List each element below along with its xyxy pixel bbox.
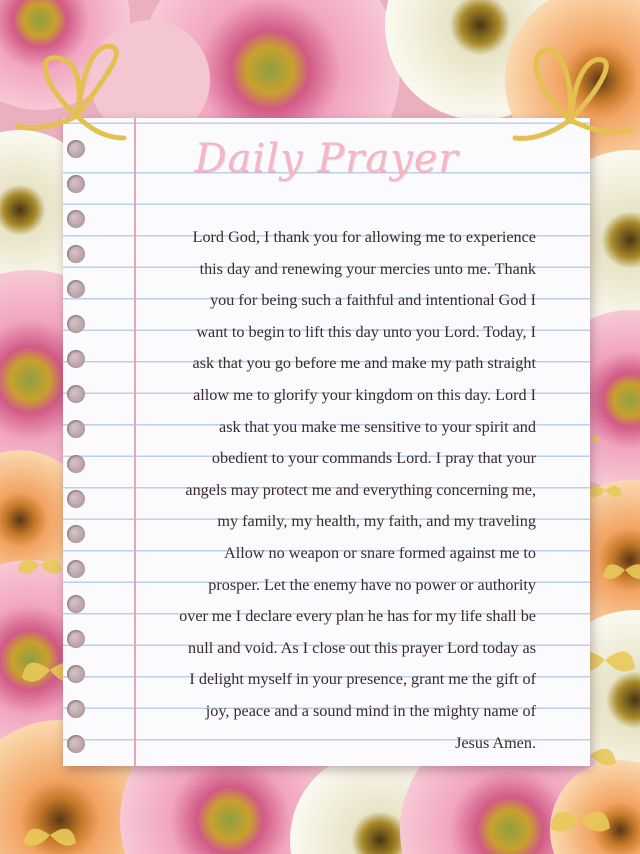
- binder-hole: [67, 630, 85, 648]
- prayer-line: my family, my health, my faith, and my traveling: [217, 512, 536, 531]
- prayer-line: I delight myself in your presence, grant me the gift of: [189, 670, 536, 689]
- binder-hole: [67, 210, 85, 228]
- binder-hole: [67, 280, 85, 298]
- prayer-line: ask that you make me sensitive to your spirit and: [219, 417, 536, 436]
- binder-hole: [67, 595, 85, 613]
- prayer-line: null and void. As I close out this prayer Lord today as: [188, 638, 536, 657]
- card-title: Daily Prayer: [194, 136, 459, 182]
- prayer-line: Jesus Amen.: [455, 733, 536, 752]
- prayer-line: obedient to your commands Lord. I pray that your: [211, 449, 536, 468]
- binder-hole: [67, 490, 85, 508]
- binder-hole: [67, 455, 85, 473]
- gold-bow-left-icon: [12, 26, 142, 146]
- prayer-line: this day and renewing your mercies unto me. Thank: [199, 259, 536, 278]
- binder-hole: [67, 735, 85, 753]
- binder-hole: [67, 350, 85, 368]
- prayer-text: [136, 222, 536, 759]
- prayer-line: angels may protect me and everything concerning me,: [185, 480, 536, 499]
- prayer-line: over me I declare every plan he has for my life shall be: [179, 607, 536, 626]
- binder-hole: [67, 385, 85, 403]
- prayer-line: want to begin to lift this day unto you Lord. Today, I: [196, 322, 536, 341]
- binder-hole: [67, 245, 85, 263]
- binder-hole: [67, 665, 85, 683]
- gold-bow-right-icon: [505, 30, 635, 150]
- prayer-line: Allow no weapon or snare formed against me to: [224, 543, 536, 562]
- binder-hole: [67, 700, 85, 718]
- prayer-line: ask that you go before me and make my path straight: [192, 354, 536, 373]
- binder-hole: [67, 525, 85, 543]
- prayer-line: you for being such a faithful and intentional God I: [210, 291, 536, 310]
- prayer-line: prosper. Let the enemy have no power or authority: [208, 575, 536, 594]
- binder-hole: [67, 315, 85, 333]
- prayer-line: Lord God, I thank you for allowing me to experience: [192, 228, 536, 246]
- prayer-line: allow me to glorify your kingdom on this day. Lord I: [193, 385, 536, 404]
- binder-hole: [67, 420, 85, 438]
- prayer-line: joy, peace and a sound mind in the mighty name of: [205, 701, 536, 720]
- notebook-paper-card: [63, 118, 590, 766]
- binder-hole: [67, 560, 85, 578]
